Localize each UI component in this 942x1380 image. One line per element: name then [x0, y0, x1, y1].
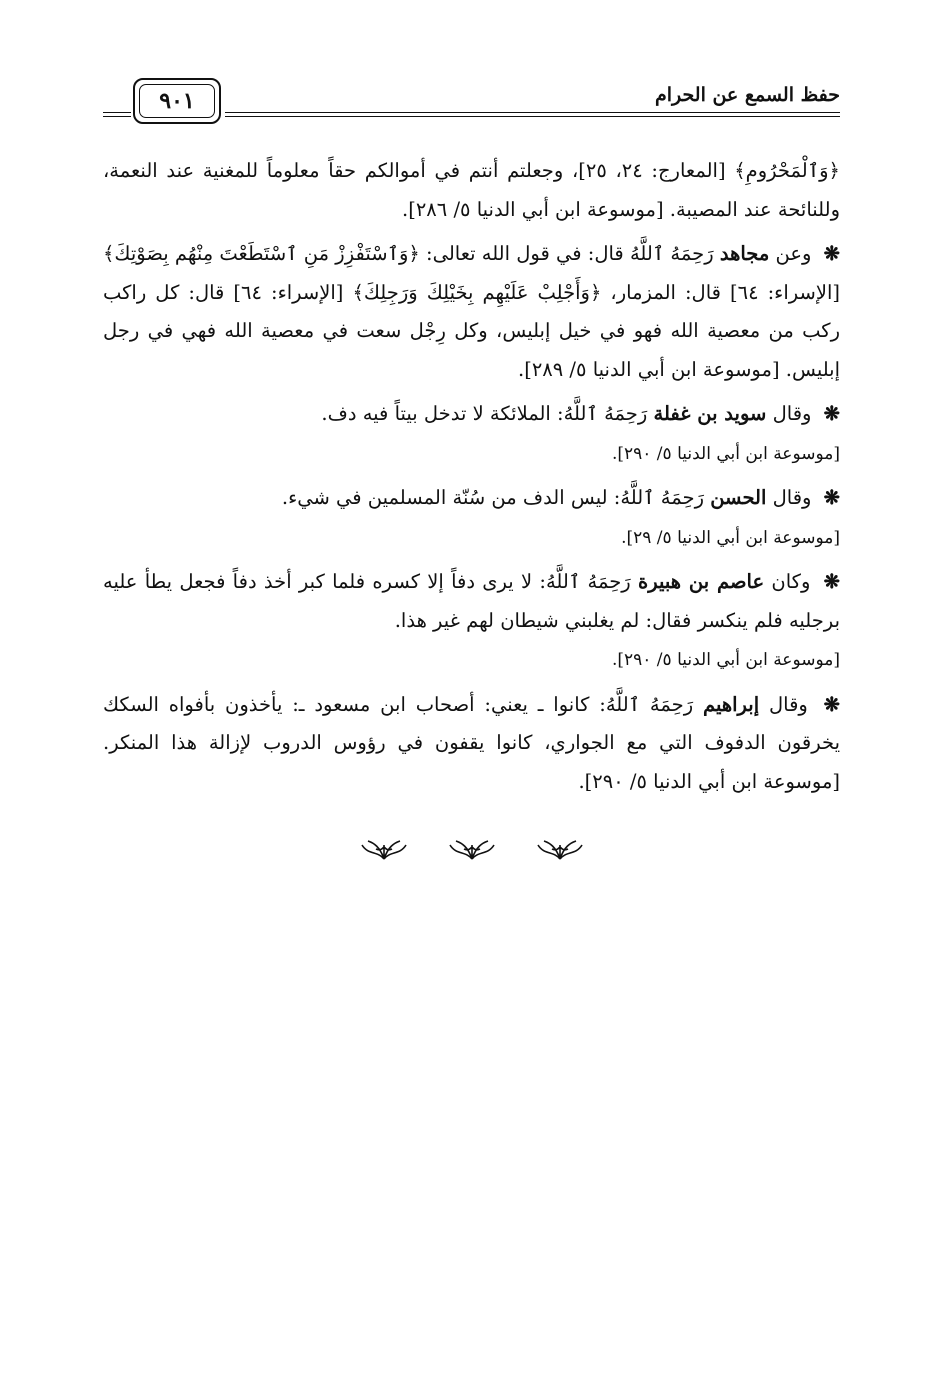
- paragraph-text: رَحِمَهُ ٱللَّهُ: كانوا ـ يعني: أصحاب ابن مسعود ـ: يأخذون بأفواه السكك يخرقون الدفوف التي مع الجواري، كانوا يقفون في رؤوس الدروب لإزالة هذا المنكر. [موسوعة ابن أبي الدنيا ٥/ ٢٩٠].: [103, 692, 840, 793]
- bullet-icon: ❋: [823, 692, 840, 716]
- page: [103, 70, 840, 863]
- paragraph-text: رَحِمَهُ ٱللَّهُ قال: في قول الله تعالى: ﴿وَٱسْتَفْزِزْ مَنِ ٱسْتَطَعْتَ مِنْهُم بِصَوْتِكَ﴾ [الإسراء: ٦٤] قال: المزمار، ﴿وَأَجْلِبْ عَلَيْهِم بِخَيْلِكَ وَرَجِلِكَ﴾ [الإسراء: ٦٤] قال: كل راكب ركب من معصية الله فهو في خيل إبليس، وكل رِجْل سعت في معصية الله فهي في رجل إبليس. [موسوعة ابن أبي الدنيا ٥/ ٢٨٩].: [103, 242, 840, 381]
- paragraph-1: [103, 152, 840, 229]
- paragraph-lead: وكان: [771, 570, 811, 593]
- paragraph-4: [103, 479, 840, 557]
- source-reference: [موسوعة ابن أبي الدنيا ٥/ ٢٩].: [621, 527, 840, 548]
- running-title: حفظ السمع عن الحرام: [654, 84, 840, 106]
- bullet-icon: ❋: [823, 486, 840, 509]
- ornament-icon: [446, 837, 498, 863]
- source-reference: [موسوعة ابن أبي الدنيا ٥/ ٢٩٠].: [611, 443, 840, 464]
- page-header: [103, 70, 840, 128]
- paragraph-text: رَحِمَهُ ٱللَّهُ: الملائكة لا تدخل بيتاً فيه دف.: [321, 402, 648, 425]
- paragraph-lead: وقال: [772, 402, 812, 425]
- narrator-name: مجاهد: [719, 242, 770, 265]
- ornament-icon: [358, 837, 410, 863]
- page-number: ٩٠١: [133, 78, 221, 124]
- body-text: [103, 152, 840, 801]
- paragraph-6: [103, 686, 840, 802]
- paragraph-lead: وقال: [772, 486, 812, 509]
- header-rule-inner: [225, 116, 840, 118]
- ornament-icon: [534, 837, 586, 863]
- header-rule-left: [103, 112, 131, 117]
- paragraph-text: رَحِمَهُ ٱللَّهُ: لا يرى دفاً إلا كسره فلما كبر أخذ دفاً فجعل يطأ عليه برجليه فلم ينكسر فقال: لم يغلبني شيطان لهم غير هذا.: [103, 570, 840, 632]
- end-ornaments: [103, 837, 840, 863]
- bullet-icon: ❋: [823, 570, 841, 593]
- paragraph-text: رَحِمَهُ ٱللَّهُ: ليس الدف من سُنّة المسلمين في شيء.: [281, 486, 704, 509]
- bullet-icon: ❋: [823, 242, 840, 265]
- narrator-name: الحسن: [710, 486, 767, 509]
- paragraph-lead: وعن: [775, 242, 812, 265]
- paragraph-text: ﴿وَٱلْمَحْرُومِ﴾ [المعارج: ٢٤، ٢٥]، وجعلتم أنتم في أموالكم حقاً معلوماً للمغنية عند النعمة، وللنائحة عند المصيبة. [موسوعة ابن أبي الدنيا ٥/ ٢٨٦].: [103, 159, 840, 221]
- narrator-name: إبراهيم: [702, 692, 760, 716]
- narrator-name: سويد بن غفلة: [653, 402, 767, 425]
- header-rule: [225, 112, 840, 114]
- narrator-name: عاصم بن هبيرة: [638, 570, 765, 593]
- source-reference: [موسوعة ابن أبي الدنيا ٥/ ٢٩٠].: [611, 650, 840, 670]
- paragraph-5: [103, 563, 840, 680]
- paragraph-3: [103, 395, 840, 473]
- paragraph-lead: وقال: [768, 692, 808, 716]
- paragraph-2: [103, 235, 840, 389]
- bullet-icon: ❋: [823, 402, 840, 425]
